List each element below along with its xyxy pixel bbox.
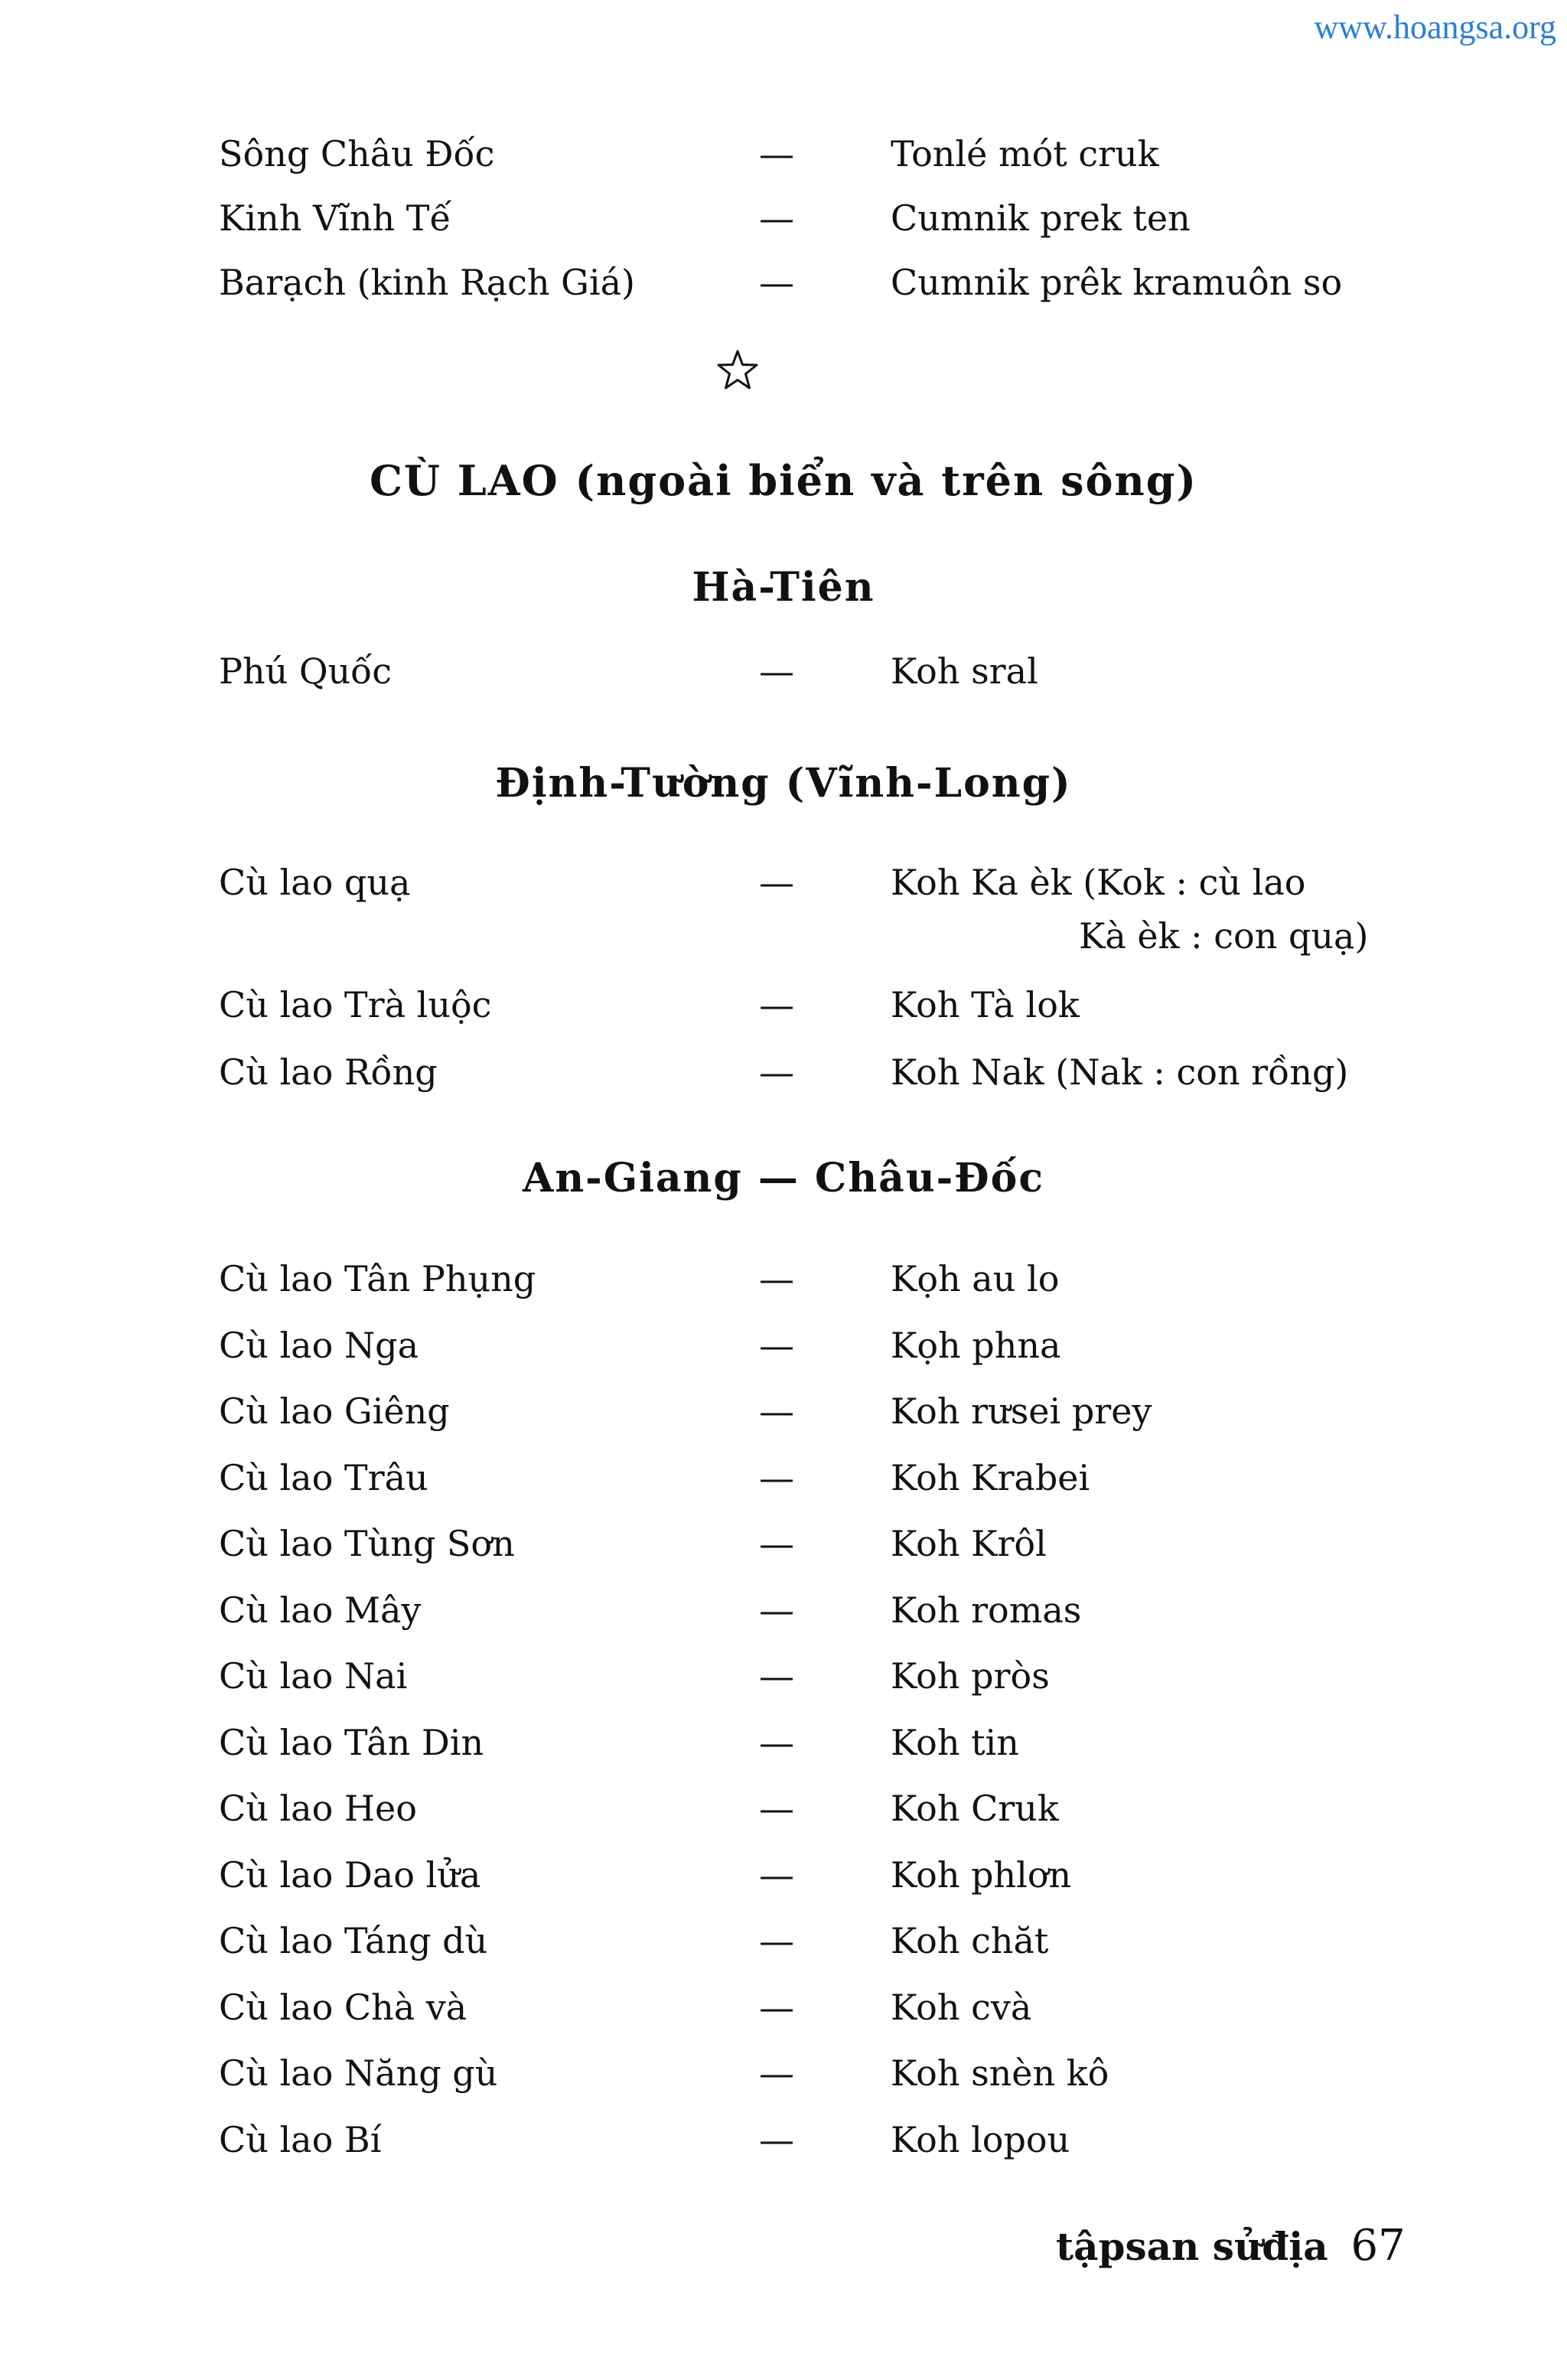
separator-dash: — (759, 1457, 794, 1498)
vietnamese-name: Cù lao Nga (219, 1325, 419, 1366)
island-row (0, 978, 1567, 1032)
island-row (0, 2113, 1567, 2166)
separator-dash: — (759, 862, 794, 903)
island-row (0, 1649, 1567, 1703)
vietnamese-name: Cù lao Trâu (219, 1457, 428, 1498)
khmer-name: Koh Krôl (891, 1523, 1047, 1564)
khmer-name: Koh rưsei prey (891, 1391, 1152, 1432)
khmer-name: Koh snèn kô (891, 2052, 1109, 2094)
island-row (0, 856, 1567, 957)
journal-name: tậpsan sửđịa (1056, 2224, 1328, 2269)
khmer-name: Koh phlơn (891, 1854, 1072, 1896)
separator-dash: — (759, 1589, 794, 1631)
vietnamese-name: Cù lao Mây (219, 1589, 422, 1631)
island-row (0, 1252, 1567, 1306)
vietnamese-name: Cù lao Chà và (219, 1987, 467, 2028)
separator-dash: — (759, 1051, 794, 1093)
vietnamese-name: Cù lao Giêng (219, 1391, 450, 1432)
khmer-name: Koh Tà lok (891, 984, 1080, 1025)
vietnamese-name: Cù lao Tùng Sơn (219, 1523, 515, 1564)
khmer-name: Koh Nak (Nak : con rồng) (891, 1051, 1349, 1093)
khmer-name: Tonlé mót cruk (891, 133, 1159, 174)
vietnamese-name: Phú Quốc (219, 650, 393, 692)
island-row (0, 1319, 1567, 1372)
khmer-name: Koh Cruk (891, 1788, 1059, 1829)
khmer-name: Cumnik prêk kramuôn so (891, 262, 1343, 303)
region-heading-ha-tien: Hà-Tiên (692, 564, 875, 611)
vietnamese-name: Cù lao Rồng (219, 1051, 438, 1093)
island-row (0, 1045, 1567, 1099)
page-number: 67 (1350, 2221, 1406, 2271)
separator-dash: — (759, 133, 794, 174)
river-row (0, 256, 1567, 309)
island-row (0, 1914, 1567, 1968)
khmer-name: Koh chăt (891, 1920, 1049, 1961)
island-row (0, 2046, 1567, 2100)
vietnamese-name: Cù lao Táng dù (219, 1920, 488, 1961)
vietnamese-name: Barạch (kinh Rạch Giá) (219, 262, 635, 303)
island-row (0, 1517, 1567, 1570)
vietnamese-name: Sông Châu Đốc (219, 133, 495, 174)
separator-dash: — (759, 197, 794, 239)
river-row (0, 127, 1567, 181)
separator-dash: — (759, 2119, 794, 2160)
separator-dash: — (759, 650, 794, 692)
island-row (0, 644, 1567, 698)
island-row (0, 1782, 1567, 1835)
vietnamese-name: Cù lao Heo (219, 1788, 417, 1829)
region-heading-dinh-tuong: Định-Tường (Vĩnh-Long) (495, 760, 1072, 807)
vietnamese-name: Cù lao Nai (219, 1655, 408, 1697)
separator-dash: — (759, 2052, 794, 2094)
vietnamese-name: Cù lao Bí (219, 2119, 382, 2160)
separator-dash: — (759, 1523, 794, 1564)
separator-dash: — (759, 1788, 794, 1829)
khmer-name: Kọh phna (891, 1325, 1061, 1366)
separator-dash: — (759, 1920, 794, 1961)
island-row (0, 1384, 1567, 1438)
separator-dash: — (759, 1258, 794, 1299)
island-row (0, 1451, 1567, 1505)
vietnamese-name: Cù lao Tân Din (219, 1722, 484, 1763)
page-footer (1056, 2215, 1406, 2277)
khmer-name: Koh pròs (891, 1655, 1050, 1697)
separator-dash: — (759, 1655, 794, 1697)
vietnamese-name: Cù lao Dao lửa (219, 1854, 481, 1896)
vietnamese-name: Cù lao Năng gù (219, 2052, 498, 2094)
khmer-name: Koh sral (891, 650, 1038, 692)
vietnamese-name: Cù lao Tân Phụng (219, 1258, 536, 1299)
khmer-name-note: Kà èk : con quạ) (1079, 915, 1369, 957)
khmer-name: Cumnik prek ten (891, 197, 1191, 239)
khmer-name: Koh romas (891, 1589, 1082, 1631)
separator-dash: — (759, 1854, 794, 1896)
khmer-name: Koh tin (891, 1722, 1019, 1763)
separator-dash: — (759, 262, 794, 303)
island-row (0, 1716, 1567, 1769)
vietnamese-name: Kinh Vĩnh Tế (219, 197, 451, 239)
island-row (0, 1583, 1567, 1637)
separator-dash: — (759, 1987, 794, 2028)
star-icon (716, 349, 759, 392)
khmer-name: Koh cvà (891, 1987, 1032, 2028)
separator-dash: — (759, 1391, 794, 1432)
section-title: CÙ LAO (ngoài biển và trên sông) (369, 456, 1198, 505)
island-row (0, 1981, 1567, 2034)
khmer-name: Koh Ka èk (Kok : cù lao (891, 862, 1306, 903)
separator-dash: — (759, 1325, 794, 1366)
khmer-name: Koh lopou (891, 2119, 1070, 2160)
separator-dash: — (759, 1722, 794, 1763)
khmer-name: Kọh au lo (891, 1258, 1060, 1299)
vietnamese-name: Cù lao quạ (219, 862, 411, 903)
region-heading-an-giang: An-Giang — Châu-Đốc (522, 1155, 1045, 1201)
watermark-url[interactable]: www.hoangsa.org (1314, 8, 1556, 46)
khmer-name: Koh Krabei (891, 1457, 1090, 1498)
river-row (0, 191, 1567, 245)
vietnamese-name: Cù lao Trà luộc (219, 984, 492, 1025)
island-row (0, 1848, 1567, 1902)
separator-dash: — (759, 984, 794, 1025)
